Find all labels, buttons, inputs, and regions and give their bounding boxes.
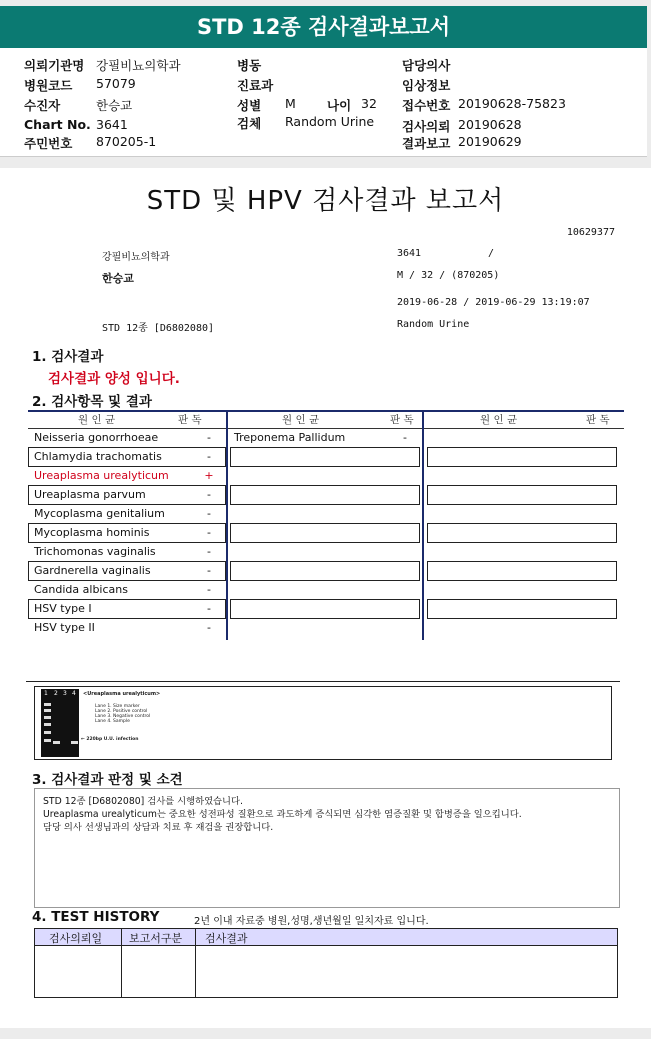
judgment-value: - xyxy=(207,488,211,501)
judgment-value: - xyxy=(207,450,211,463)
receipt-value: 20190628-75823 xyxy=(458,96,566,111)
organism-name: Trichomonas vaginalis xyxy=(34,545,156,558)
doc-hospital: 강필비뇨의학과 xyxy=(102,252,170,263)
history-header-row xyxy=(35,929,617,946)
results-table xyxy=(28,410,624,640)
organism-treponema: Treponema Pallidum xyxy=(234,431,346,444)
doctor-label: 담당의사 xyxy=(402,58,451,73)
clinical-label: 임상정보 xyxy=(402,78,451,93)
col-judgment-2: 판 독 xyxy=(390,414,414,426)
judgment-value: + xyxy=(204,469,214,482)
sex-label: 성별 xyxy=(237,98,262,113)
sex-value: M xyxy=(285,96,296,111)
empty-result-cell xyxy=(230,561,420,581)
organism-name: Mycoplasma hominis xyxy=(34,526,150,539)
judgment-treponema: - xyxy=(403,431,407,444)
lane-number-4: 4 xyxy=(72,690,76,697)
organism-name: Ureaplasma urealyticum xyxy=(34,469,169,482)
gel-band xyxy=(44,703,51,706)
column-divider-2 xyxy=(422,412,424,640)
age-value: 32 xyxy=(361,96,377,111)
code-label: 병원코드 xyxy=(24,78,73,93)
empty-result-cell xyxy=(427,523,617,543)
empty-result-cell xyxy=(427,447,617,467)
age-label: 나이 xyxy=(327,98,352,113)
empty-result-cell xyxy=(427,561,617,581)
opinion-line-1: STD 12종 [D6802080] 검사를 시행하였습니다. xyxy=(43,796,243,807)
col-organism-1: 원 인 균 xyxy=(78,414,116,426)
organism-name: Mycoplasma genitalium xyxy=(34,507,165,520)
report-paper xyxy=(0,168,651,1028)
doc-test-name: STD 12종 [D6802080] xyxy=(102,323,215,334)
lane-number-1: 1 xyxy=(44,690,48,697)
code-value: 57079 xyxy=(96,76,136,91)
gel-band xyxy=(44,739,51,742)
organism-name: Candida albicans xyxy=(34,583,128,596)
gel-band xyxy=(44,723,51,726)
history-divider-1 xyxy=(121,929,122,997)
report-label: 결과보고 xyxy=(402,136,451,151)
gel-image-panel xyxy=(34,686,612,760)
patient-value: 한승교 xyxy=(96,98,133,113)
doc-specimen: Random Urine xyxy=(397,319,470,330)
patient-label: 수진자 xyxy=(24,98,61,113)
empty-result-cell xyxy=(230,447,420,467)
chart-value: 3641 xyxy=(96,117,128,132)
gel-top-rule xyxy=(26,681,620,682)
specimen-value: Random Urine xyxy=(285,114,375,129)
opinion-line-2: Ureaplasma urealyticum는 중요한 성전파성 질환으로 과도하게 증식되면 심각한 염증질환 및 합병증을 일으킵니다. xyxy=(43,809,522,820)
specimen-label: 검체 xyxy=(237,116,262,131)
request-value: 20190628 xyxy=(458,117,522,132)
receipt-label: 접수번호 xyxy=(402,98,451,113)
organism-name: HSV type II xyxy=(34,621,95,634)
dept-label: 진료과 xyxy=(237,78,274,93)
col-organism-2: 원 인 균 xyxy=(282,414,320,426)
positive-result-text: 검사결과 양성 입니다. xyxy=(48,371,180,387)
doc-chart-ref: 3641 xyxy=(397,248,422,259)
gel-legend-1: Lane 1. Size marker xyxy=(95,704,140,709)
judgment-value: - xyxy=(207,507,211,520)
section1-header: 1. 검사결과 xyxy=(32,349,104,365)
report-value: 20190629 xyxy=(458,134,522,149)
gel-band xyxy=(44,731,51,734)
doc-dates: 2019-06-28 / 2019-06-29 13:19:07 xyxy=(397,297,590,308)
document-title: STD 및 HPV 검사결과 보고서 xyxy=(146,186,505,216)
section3-header: 3. 검사결과 판정 및 소견 xyxy=(32,772,183,788)
empty-result-cell xyxy=(427,599,617,619)
col-judgment-3: 판 독 xyxy=(586,414,610,426)
rrn-label: 주민번호 xyxy=(24,136,73,151)
col-judgment-1: 판 독 xyxy=(178,414,202,426)
doc-sex-age: M / 32 / (870205) xyxy=(397,270,500,281)
report-banner-title: STD 12종 검사결과보고서 xyxy=(0,6,647,48)
empty-result-cell xyxy=(230,599,420,619)
request-label: 검사의뢰 xyxy=(402,119,451,134)
doc-slash: / xyxy=(488,248,495,259)
empty-result-cell xyxy=(427,485,617,505)
gel-band xyxy=(44,709,51,712)
patient-info-box xyxy=(0,48,647,157)
col-organism-3: 원 인 균 xyxy=(480,414,518,426)
opinion-box xyxy=(34,788,620,908)
rrn-value: 870205-1 xyxy=(96,134,157,149)
organism-name: HSV type I xyxy=(34,602,92,615)
judgment-value: - xyxy=(207,621,211,634)
lane-number-3: 3 xyxy=(63,690,67,697)
hospital-label: 의뢰기관명 xyxy=(24,58,85,73)
judgment-value: - xyxy=(207,564,211,577)
header-rule xyxy=(28,428,624,429)
section4-header: 4. TEST HISTORY xyxy=(32,909,160,925)
history-note: 2년 이내 자료중 병원,성명,생년월일 일치자료 입니다. xyxy=(194,916,429,927)
gel-band xyxy=(71,741,78,744)
document-number: 10629377 xyxy=(566,227,615,238)
empty-result-cell xyxy=(230,523,420,543)
judgment-value: - xyxy=(207,602,211,615)
gel-title: <Ureaplasma urealyticum> xyxy=(83,691,161,697)
organism-name: Chlamydia trachomatis xyxy=(34,450,162,463)
judgment-value: - xyxy=(207,526,211,539)
gel-band xyxy=(53,741,60,744)
organism-name: Ureaplasma parvum xyxy=(34,488,146,501)
gel-band xyxy=(44,716,51,719)
gel-legend-4: Lane 4. Sample xyxy=(95,719,130,724)
gel-band-label: ← 220bp U.U. infection xyxy=(81,737,139,742)
column-divider-1 xyxy=(226,412,228,640)
judgment-value: - xyxy=(207,431,211,444)
judgment-value: - xyxy=(207,545,211,558)
doc-patient-name: 한승교 xyxy=(102,272,134,285)
ward-label: 병동 xyxy=(237,58,262,73)
empty-result-cell xyxy=(230,485,420,505)
history-col-result: 검사결과 xyxy=(205,932,248,945)
gel-legend-3: Lane 3. Negative control xyxy=(95,714,151,719)
gel-electrophoresis-image xyxy=(41,689,79,757)
history-col-report-type: 보고서구분 xyxy=(129,932,183,945)
judgment-value: - xyxy=(207,583,211,596)
lane-number-2: 2 xyxy=(54,690,58,697)
organism-name: Neisseria gonorrhoeae xyxy=(34,431,159,444)
organism-name: Gardnerella vaginalis xyxy=(34,564,151,577)
gel-legend-2: Lane 2. Positive control xyxy=(95,709,148,714)
history-col-request-date: 검사의뢰일 xyxy=(49,932,103,945)
chart-label: Chart No. xyxy=(24,117,91,132)
opinion-line-3: 담당 의사 선생님과의 상담과 치료 후 재검을 권장합니다. xyxy=(43,822,274,833)
hospital-value: 강필비뇨의학과 xyxy=(96,58,181,73)
test-history-table xyxy=(34,928,618,998)
section2-header: 2. 검사항목 및 결과 xyxy=(32,394,152,410)
history-divider-2 xyxy=(195,929,196,997)
